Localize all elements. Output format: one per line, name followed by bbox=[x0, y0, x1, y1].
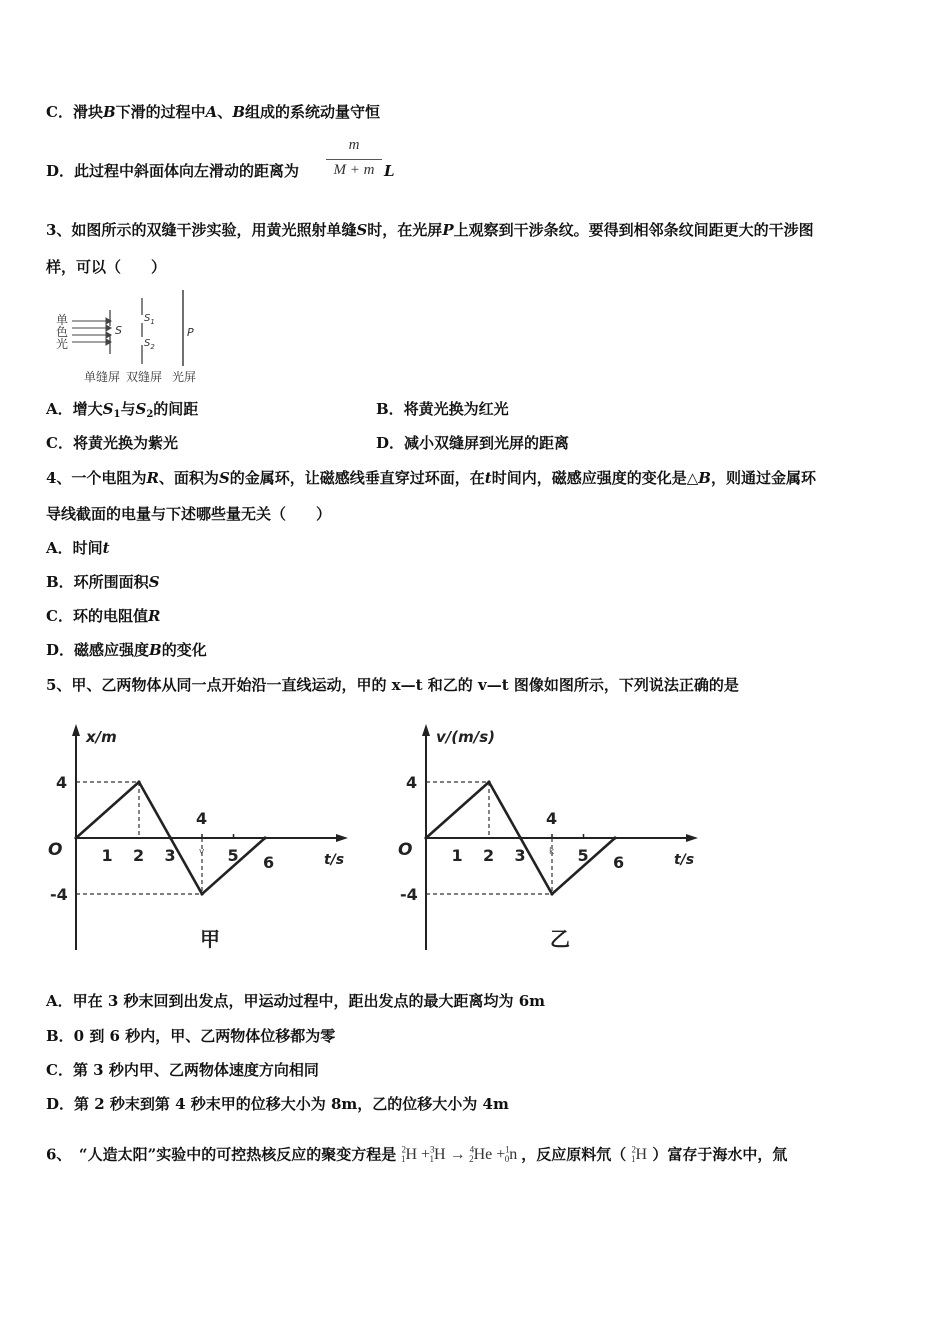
chart-yi-v-t bbox=[390, 718, 710, 958]
data-point bbox=[519, 836, 522, 839]
t4-label: 4 bbox=[196, 809, 208, 828]
q4-option-d: D．磁感应强度B的变化 bbox=[46, 641, 207, 659]
x-tick-label: 1 bbox=[101, 846, 113, 865]
q4-stem-line2: 导线截面的电量与下述哪些量无关（ ） bbox=[46, 505, 332, 523]
x-axis-arrow bbox=[686, 834, 698, 842]
y-axis-label: v/(m/s) bbox=[436, 728, 496, 746]
x-tick-label: 5 bbox=[227, 846, 239, 865]
q3-option-c: C．将黄光换为紫光 bbox=[46, 434, 178, 452]
light-label-1: 单 bbox=[56, 313, 69, 327]
data-point bbox=[200, 892, 203, 895]
data-point bbox=[137, 780, 140, 783]
label-s2: $S_2$ bbox=[144, 338, 155, 351]
q2-option-d-l: L bbox=[384, 162, 395, 180]
y-tick-label: -4 bbox=[400, 885, 418, 904]
y-tick-label: -4 bbox=[50, 885, 68, 904]
x-tick-label: 2 bbox=[133, 846, 145, 865]
q5-option-a: A．甲在 3 秒末回到出发点，甲运动过程中，距出发点的最大距离均为 6m bbox=[46, 992, 546, 1010]
t4-label: 4 bbox=[546, 809, 558, 828]
data-point bbox=[169, 836, 172, 839]
q4-option-a: A．时间t bbox=[46, 539, 110, 557]
q3-option-d: D．减小双缝屏到光屏的距离 bbox=[376, 434, 570, 452]
q3-option-a: A．增大$S_1$与$S_2$的间距 bbox=[46, 400, 199, 420]
fraction-m-over-m-plus-m: m M + m bbox=[326, 137, 382, 182]
q4-option-b: B．环所围面积S bbox=[46, 573, 160, 591]
double-slit-figure bbox=[50, 288, 210, 388]
q4-option-c: C．环的电阻值R bbox=[46, 607, 161, 625]
caption-screen: 光屏 bbox=[172, 370, 197, 384]
data-point bbox=[74, 836, 77, 839]
q3-stem-line1: 3、如图所示的双缝干涉实验，用黄光照射单缝S时，在光屏P上观察到干涉条纹。要得到相邻条纹间距更大的干涉图 bbox=[46, 221, 814, 239]
deuterium-symbol: $^2_1$H bbox=[631, 1145, 648, 1165]
y-axis-arrow bbox=[72, 724, 80, 736]
x-tick-label: 5 bbox=[577, 846, 589, 865]
trough-mark: v bbox=[199, 847, 205, 857]
y-axis-arrow bbox=[422, 724, 430, 736]
light-label-3: 光 bbox=[56, 337, 69, 351]
label-s1: $S_1$ bbox=[144, 313, 155, 326]
trough-mark: k bbox=[549, 847, 555, 857]
data-point bbox=[487, 780, 490, 783]
q6-stem: 6、 “人造太阳”实验中的可控热核反应的聚变方程是 $^2_1$H +$^3_1$H → $^4_2$He +$^1_0$n ，反应原料氘（ $^2_1$H ）富存于海水中，氚 bbox=[46, 1145, 788, 1165]
q5-option-c: C．第 3 秒内甲、乙两物体速度方向相同 bbox=[46, 1061, 319, 1079]
q2-option-d: D．此过程中斜面体向左滑动的距离为 bbox=[46, 162, 300, 180]
origin-label: O bbox=[398, 840, 413, 860]
chart-jia-x-t bbox=[40, 718, 360, 958]
q5-option-b: B．0 到 6 秒内，甲、乙两物体位移都为零 bbox=[46, 1027, 336, 1045]
x-tick-label: 3 bbox=[164, 846, 176, 865]
x-axis-arrow bbox=[336, 834, 348, 842]
data-point bbox=[613, 836, 616, 839]
data-point bbox=[424, 836, 427, 839]
q2-option-c: C．滑块B下滑的过程中A、B组成的系统动量守恒 bbox=[46, 103, 381, 121]
q3-option-b: B．将黄光换为红光 bbox=[376, 400, 509, 418]
q5-stem: 5、甲、乙两物体从同一点开始沿一直线运动，甲的 x—t 和乙的 v—t 图像如图所示，下列说法正确的是 bbox=[46, 676, 739, 694]
label-s: S bbox=[115, 324, 122, 337]
caption-single-slit: 单缝屏 bbox=[84, 370, 121, 384]
y-axis-label: x/m bbox=[86, 728, 117, 746]
x-tick-label: 6 bbox=[263, 853, 275, 872]
q3-stem-line2: 样，可以（ ） bbox=[46, 258, 167, 276]
x-tick-label: 1 bbox=[451, 846, 463, 865]
caption-double-slit: 双缝屏 bbox=[126, 370, 163, 384]
q4-stem-line1: 4、一个电阻为R、面积为S的金属环，让磁感线垂直穿过环面，在t时间内，磁感应强度的变化是△B，则通过金属环 bbox=[46, 469, 816, 487]
y-tick-label: 4 bbox=[406, 773, 418, 792]
data-point bbox=[550, 892, 553, 895]
y-tick-label: 4 bbox=[56, 773, 68, 792]
fusion-equation: $^2_1$H +$^3_1$H → $^4_2$He +$^1_0$n bbox=[400, 1145, 518, 1165]
x-tick-label: 3 bbox=[514, 846, 526, 865]
x-tick-label: 6 bbox=[613, 853, 625, 872]
chart-title: 甲 bbox=[200, 927, 220, 951]
q5-option-d: D．第 2 秒末到第 4 秒末甲的位移大小为 8m，乙的位移大小为 4m bbox=[46, 1095, 509, 1113]
label-p: P bbox=[187, 326, 194, 339]
x-axis-label: t/s bbox=[324, 852, 345, 868]
light-arrows bbox=[72, 318, 111, 345]
data-point bbox=[263, 836, 266, 839]
origin-label: O bbox=[48, 840, 63, 860]
chart-title: 乙 bbox=[550, 927, 570, 951]
light-label-2: 色 bbox=[56, 325, 69, 339]
x-tick-label: 2 bbox=[483, 846, 495, 865]
x-axis-label: t/s bbox=[674, 852, 695, 868]
